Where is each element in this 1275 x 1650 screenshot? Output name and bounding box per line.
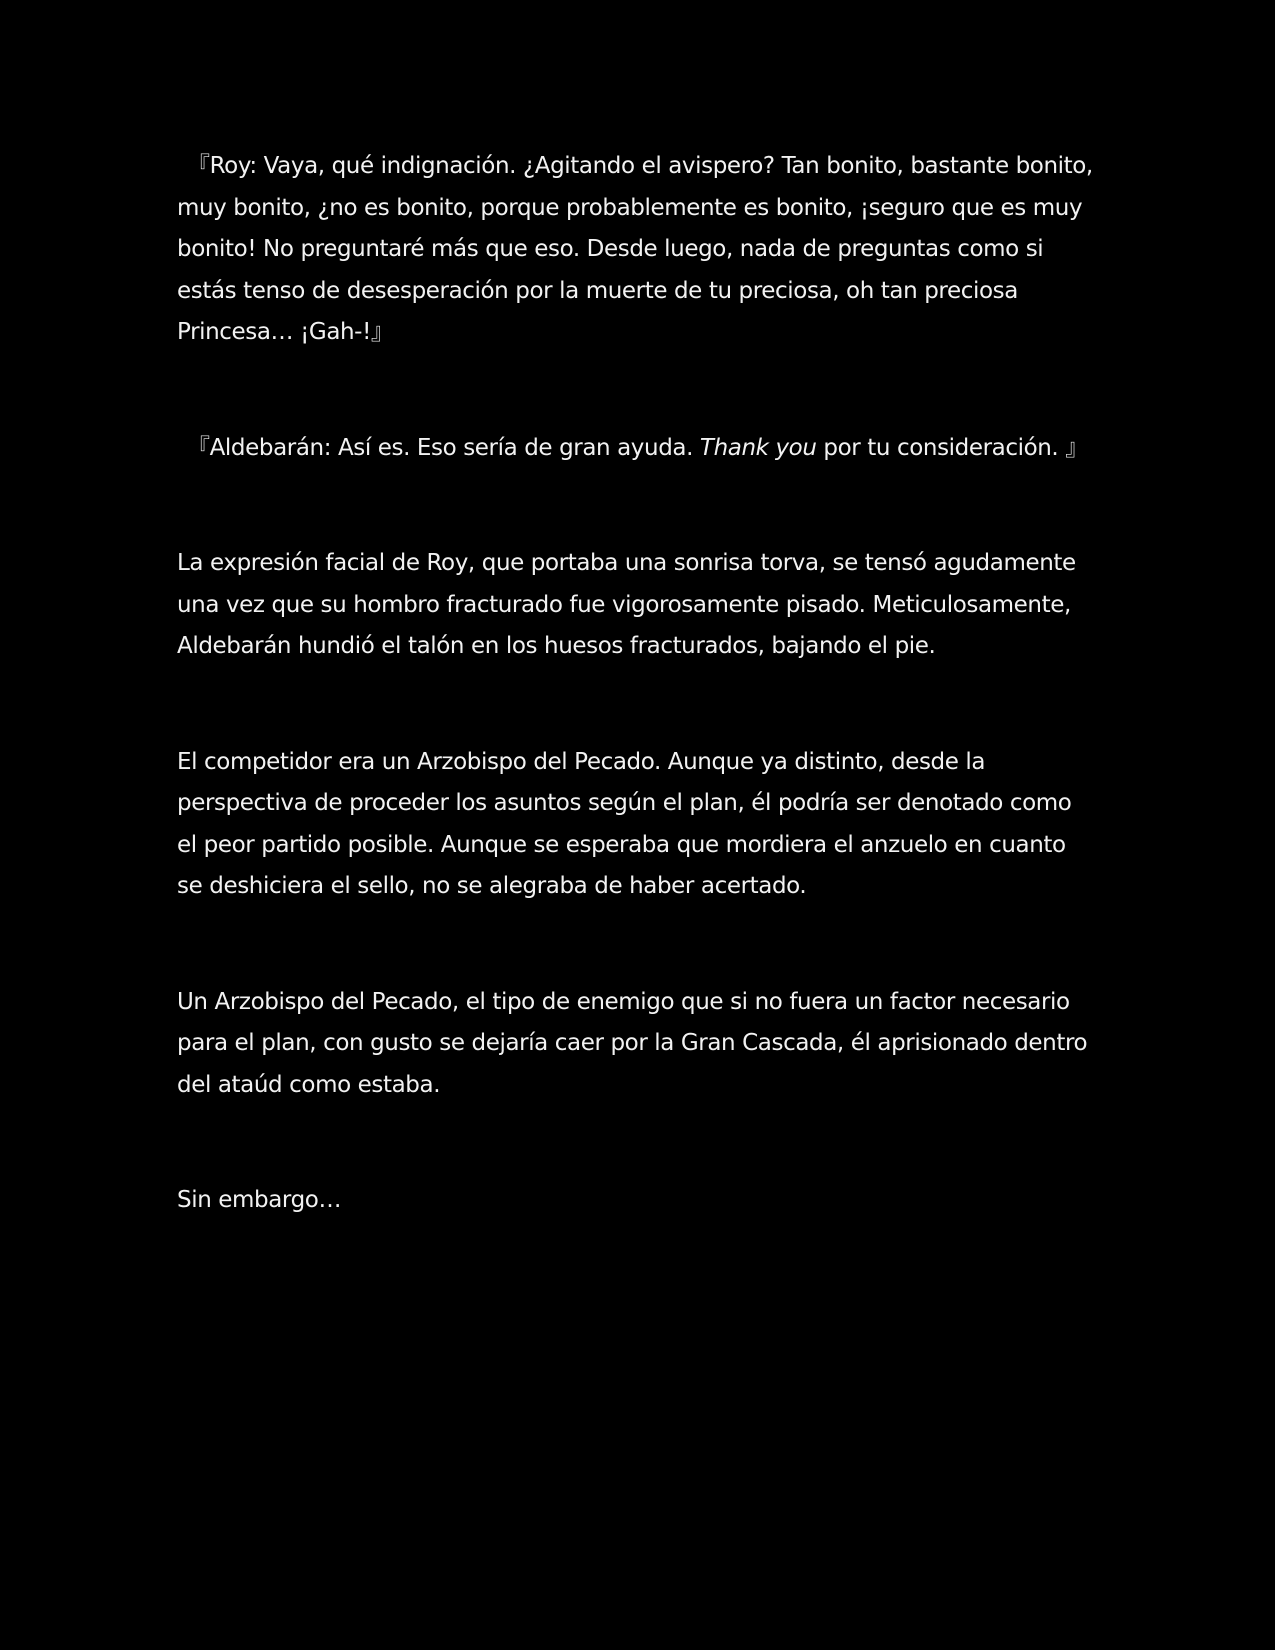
dialogue-aldebaran-end: por tu consideración. 』 (816, 434, 1088, 461)
dialogue-aldebaran-start: 『Aldebarán: Así es. Eso sería de gran ayuda. (187, 434, 700, 461)
narration-archbishop: Un Arzobispo del Pecado, el tipo de enemigo que si no fuera un factor necesario para el plan, con gusto se dejaría caer por la Gran Cascada, él aprisionado dentro del ataúd como estaba. (177, 988, 1088, 1098)
narration-however: Sin embargo… (177, 1187, 342, 1213)
dialogue-aldebaran (177, 428, 1097, 470)
dialogue-roy: 『Roy: Vaya, qué indignación. ¿Agitando el avispero? Tan bonito, bastante bonito, muy bonito, ¿no es bonito, porque probablemente es bonito, ¡seguro que es muy bonito! No preguntaré más que eso. Desde luego, nada de preguntas como si estás tenso de desesperación por la muerte de tu preciosa, oh tan preciosa Princesa… ¡Gah-!』 (177, 153, 1093, 345)
narration-roy-expression: La expresión facial de Roy, que portaba una sonrisa torva, se tensó agudamente una vez que su hombro fracturado fue vigorosamente pisado. Meticulosamente, Aldebarán hundió el talón en los huesos fracturados, bajando el pie. (177, 550, 1076, 659)
document-page (177, 146, 1097, 1296)
dialogue-aldebaran-italic: Thank you (699, 434, 817, 461)
narration-competitor: El competidor era un Arzobispo del Pecado. Aunque ya distinto, desde la perspectiva de proceder los asuntos según el plan, él podría ser denotado como el peor partido posible. Aunque se esperaba que mordiera el anzuelo en cuanto se deshiciera el sello, no se alegraba de haber acertado. (177, 748, 1072, 899)
